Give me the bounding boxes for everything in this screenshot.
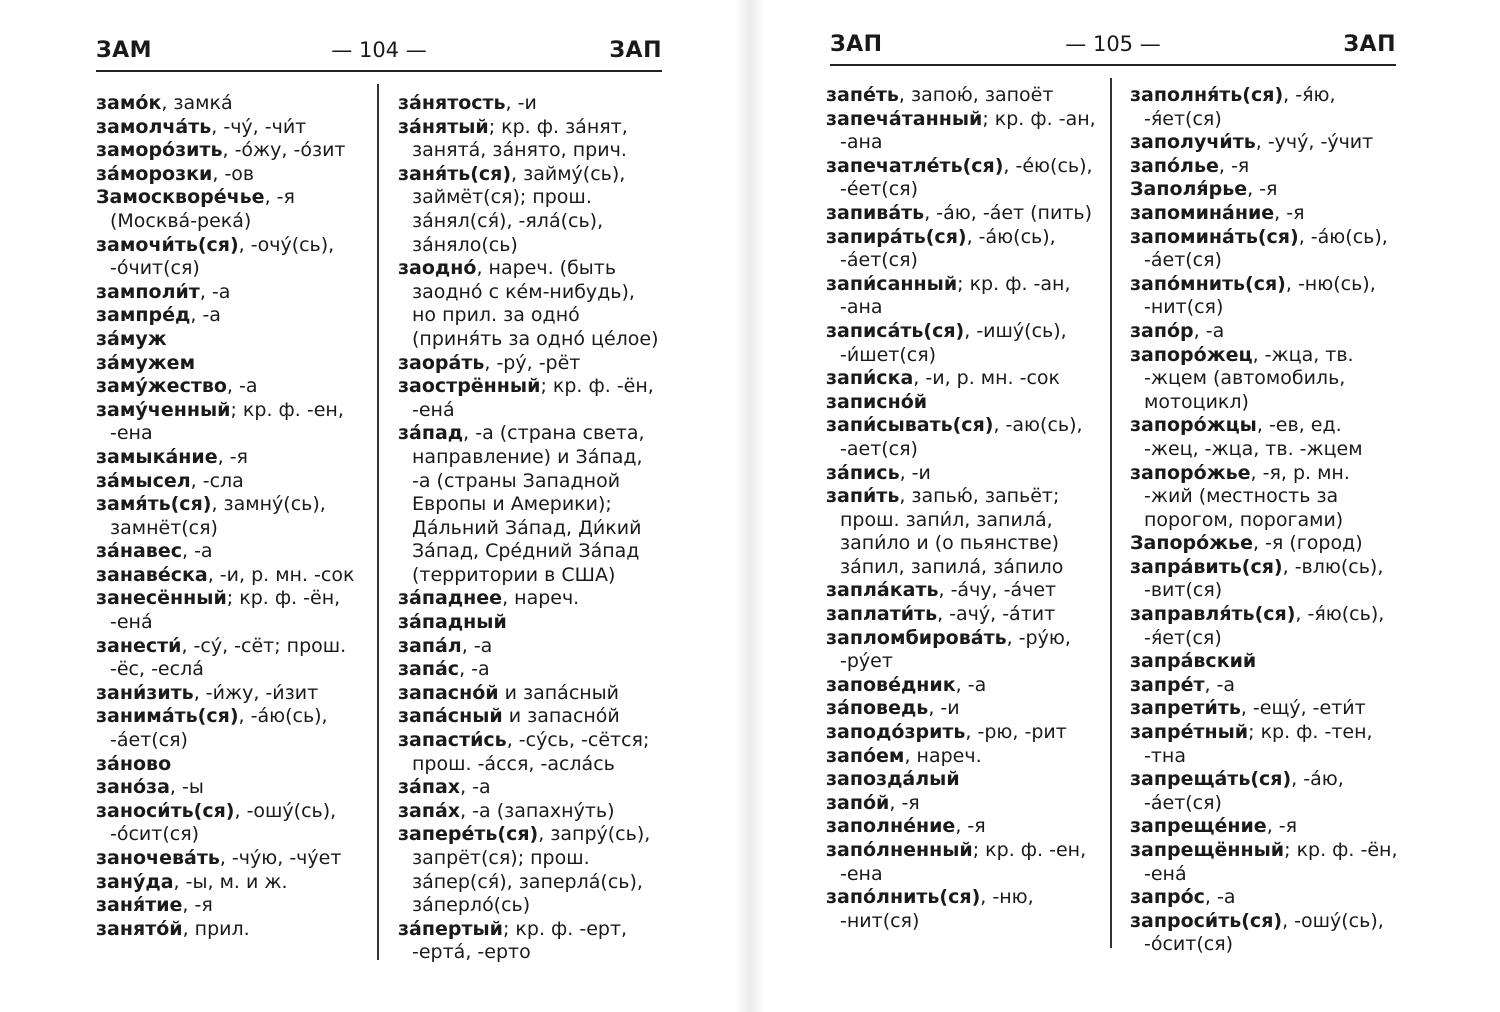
headword: запоро́жцы [1130, 414, 1257, 437]
entry-grammar: , -и [899, 461, 931, 484]
dictionary-entry [1130, 815, 1400, 839]
headword: зани́зить [96, 681, 194, 704]
entry-grammar: , -ру́, -рёт [484, 351, 581, 374]
headword: запозда́лый [826, 768, 960, 791]
entry-grammar: , прил. [182, 917, 250, 940]
entry-grammar: , -о́жу, -о́зит [222, 139, 346, 162]
entry-grammar: , -ошу́(сь), -о́сит(ся) [110, 799, 337, 846]
dictionary-entry [96, 304, 358, 328]
dictionary-entry [96, 446, 358, 470]
headword: зано́за [96, 776, 170, 799]
headword: запо́р [1130, 319, 1194, 342]
headword: запо́мнить(ся) [1130, 272, 1286, 295]
entry-grammar: , -а [190, 304, 221, 327]
headword: запоро́жье [1130, 461, 1251, 484]
headword: запрещённый [1130, 839, 1285, 861]
column-divider [377, 84, 379, 960]
dictionary-entry [826, 226, 1098, 273]
entry-column [1130, 84, 1400, 957]
entry-grammar: и запа́сный [498, 681, 620, 704]
headword: запове́дник [826, 673, 956, 696]
dictionary-entry [826, 84, 1098, 108]
entry-grammar: , -я [1266, 815, 1298, 838]
dictionary-entry [826, 815, 1098, 839]
headword: за́пись [826, 461, 900, 484]
dictionary-entry [398, 422, 664, 587]
entry-grammar: , замка́ [161, 92, 233, 114]
entry-grammar: , -чу́ю, -чу́ет [219, 847, 342, 869]
entry-grammar: , -я [1247, 178, 1278, 201]
headword: замочи́ть(ся) [96, 233, 239, 256]
dictionary-entry [1130, 532, 1400, 556]
entry-grammar: , нареч. [502, 587, 580, 610]
dictionary-entry [398, 352, 664, 376]
dictionary-entry [826, 886, 1098, 933]
headword: запи́санный [826, 272, 958, 295]
headword: заполня́ть(ся) [1130, 84, 1284, 106]
headword: заполучи́ть [1130, 131, 1256, 154]
entry-grammar: , -аю(сь), -ает(ся) [840, 414, 1083, 460]
headword: заподо́зрить [826, 721, 966, 744]
headword: запасти́сь [398, 729, 507, 752]
dictionary-entry [398, 918, 664, 965]
entry-grammar: , -а (запахну́ть) [460, 799, 615, 822]
headword: запа́л [398, 634, 462, 657]
entry-grammar: , -а [226, 375, 258, 398]
entry-grammar: , -а [1204, 886, 1236, 909]
headword: запасно́й [398, 681, 499, 704]
headword: замо́к [96, 92, 162, 114]
headword: запа́с [398, 658, 460, 681]
entry-grammar: , -а (страна света, направление) и За́пад, -а (страны Западной Европы и Америки); Да́льний За́пад, Ди́кий За́пад, Сре́дний За́пад (территории в США) [412, 422, 645, 586]
dictionary-entry [96, 540, 358, 564]
headword: за́мужем [96, 351, 196, 374]
headword: за́пах [398, 776, 461, 799]
entry-grammar: , -ню(сь), -нит(ся) [1144, 272, 1376, 319]
dictionary-entry [1130, 178, 1400, 202]
entry-grammar: , -я (Москва́-река́) [110, 186, 295, 232]
dictionary-entry [96, 139, 358, 163]
dictionary-entry [96, 918, 358, 942]
dictionary-entry [96, 186, 358, 233]
dictionary-entry [96, 682, 358, 706]
headword: замя́ть(ся) [96, 493, 212, 516]
header-rule [830, 64, 1396, 66]
dictionary-entry [398, 729, 664, 776]
dictionary-entry [96, 470, 358, 494]
dictionary-entry [826, 391, 1098, 415]
dictionary-entry [826, 603, 1098, 627]
dictionary-entry [826, 839, 1098, 886]
headword: запроси́ть(ся) [1130, 909, 1283, 932]
headword: заму́жество [96, 375, 227, 398]
headword: записно́й [826, 390, 928, 413]
dictionary-entry [398, 635, 664, 659]
headword: запеча́танный [826, 107, 983, 130]
headword: заплати́ть [826, 603, 938, 626]
entry-grammar: , -учу́, -у́чит [1255, 131, 1374, 154]
entry-grammar: , -ню, -нит(ся) [840, 886, 1034, 932]
dictionary-entry [826, 792, 1098, 816]
headword: за́муж [96, 327, 167, 350]
dictionary-entry [826, 579, 1098, 603]
headword: заправля́ть(ся) [1130, 603, 1296, 626]
dictionary-entry [826, 627, 1098, 674]
entry-grammar: , -а [459, 658, 490, 681]
entry-grammar: , -я, р. мн. -жий (местность за порогом, порогами) [1144, 461, 1350, 531]
headword: запреща́ть(ся) [1130, 768, 1292, 791]
dictionary-entry [96, 92, 358, 116]
header-right-guide-word: ЗАП [609, 38, 662, 63]
headword: за́нятость [398, 92, 506, 114]
dictionary-entry [1130, 697, 1400, 721]
entry-grammar: , -жца, тв. -жцем (автомобиль, мотоцикл) [1144, 343, 1354, 413]
dictionary-entry [1130, 226, 1400, 273]
entry-grammar: ; кр. ф. -ан, -ана [840, 107, 1096, 154]
dictionary-entry [96, 753, 358, 777]
dictionary-entry [1130, 910, 1400, 957]
dictionary-entry [398, 611, 664, 635]
headword: запива́ть [826, 201, 925, 224]
dictionary-entry [1130, 273, 1400, 320]
entry-grammar: , -ев, ед. -жец, -жца, тв. -жцем [1144, 414, 1363, 460]
entry-grammar: ; кр. ф. за́нят, занята́, за́нято, прич. [412, 115, 628, 162]
headword: запи́ть [826, 485, 900, 508]
entry-grammar: , -а [181, 540, 213, 563]
headword: запо́лнить(ся) [826, 886, 981, 909]
entry-grammar: , -а [955, 673, 987, 696]
entry-grammar: , -ещу́, -ети́т [1240, 697, 1366, 720]
right-page [760, 0, 1500, 1012]
entry-grammar: , -ов [212, 162, 255, 185]
header-left-guide-word: ЗАМ [96, 38, 153, 63]
dictionary-entry [398, 116, 664, 163]
entry-grammar: , -я (город) [1252, 532, 1363, 555]
entry-grammar: , -ы [169, 776, 204, 799]
dictionary-entry [1130, 462, 1400, 533]
headword: за́пертый [398, 917, 503, 940]
headword: за́мысел [96, 469, 191, 492]
entry-column [96, 92, 358, 941]
headword: запомина́ние [1130, 201, 1275, 224]
headword: запере́ть(ся) [398, 823, 539, 846]
headword: запра́вить(ся) [1130, 555, 1283, 578]
headword: за́падный [398, 611, 507, 634]
headword: запрети́ть [1130, 697, 1241, 720]
dictionary-entry [1130, 650, 1400, 674]
entry-grammar: , -а́ю, -а́ет(ся) [1144, 768, 1344, 814]
headword: зампре́д [96, 304, 191, 327]
dictionary-entry [96, 328, 358, 352]
headword: заночева́ть [96, 847, 220, 869]
entry-grammar: , -а́ю, -а́ет (пить) [924, 201, 1092, 224]
dictionary-entry [96, 493, 358, 540]
entry-grammar: , -а́ю(сь), -а́ет(ся) [110, 705, 328, 752]
dictionary-entry [398, 92, 664, 116]
entry-grammar: ; кр. ф. -ерт, -ерта́, -ерто [412, 917, 628, 964]
entry-grammar: , запру́(сь), запрёт(ся); прош. за́пер(ся́), заперла́(сь), за́перло́(сь) [412, 823, 651, 917]
dictionary-entry [826, 697, 1098, 721]
entry-grammar: , -е́ю(сь), -е́ет(ся) [840, 154, 1093, 201]
dictionary-entry [826, 414, 1098, 461]
entry-grammar: , -я [1274, 201, 1305, 224]
dictionary-entry [826, 202, 1098, 226]
entry-grammar: , -и [928, 697, 960, 720]
entry-grammar: , займу́(сь), займёт(ся); прош. за́нял(ся́), -яла́(сь), за́няло(сь) [412, 162, 626, 256]
entry-grammar: , запью́, запьёт; прош. запи́л, запила́, запи́ло и (о пьянстве) за́пил, запила́, за́пило [840, 485, 1064, 578]
dictionary-entry [96, 894, 358, 918]
dictionary-entry [1130, 768, 1400, 815]
entry-grammar: , -и́жу, -и́зит [193, 681, 319, 704]
dictionary-entry [826, 768, 1098, 792]
headword: запла́кать [826, 579, 939, 602]
headword: за́паднее [398, 587, 503, 610]
entry-grammar: , -а [460, 776, 491, 799]
dictionary-entry [398, 776, 664, 800]
headword: запоро́жец [1130, 343, 1253, 366]
dictionary-entry [1130, 414, 1400, 461]
dictionary-entry [1130, 556, 1400, 603]
dictionary-entry [826, 108, 1098, 155]
entry-grammar: , -очу́(сь), -о́чит(ся) [110, 233, 335, 280]
headword: за́морозки [96, 162, 213, 185]
headword: заноси́ть(ся) [96, 799, 235, 822]
entry-grammar: и запасно́й [502, 705, 620, 728]
entry-grammar: , -влю(сь), -вит(ся) [1144, 555, 1384, 602]
entry-grammar: , -и [505, 92, 537, 114]
dictionary-entry [96, 116, 358, 140]
entry-grammar: , -я [217, 445, 248, 468]
dictionary-entry [826, 745, 1098, 769]
dictionary-entry [96, 163, 358, 187]
headword: записа́ть(ся) [826, 319, 965, 342]
dictionary-entry [398, 705, 664, 729]
dictionary-entry [1130, 839, 1400, 886]
headword: за́пад [398, 422, 464, 445]
entry-grammar: , -а́ю(сь), -а́ет(ся) [840, 225, 1056, 272]
entry-grammar: , -су́сь, -сётся; прош. -а́сся, -асла́сь [412, 729, 650, 775]
headword: запечатле́ть(ся) [826, 154, 1004, 177]
entry-grammar: , -а [461, 634, 493, 657]
headword: занима́ть(ся) [96, 705, 239, 728]
entry-grammar: ; кр. ф. -тен, -тна [1144, 721, 1373, 767]
dictionary-entry [96, 635, 358, 682]
page-number: — 104 — [331, 38, 427, 62]
entry-grammar: , -рю, -рит [965, 721, 1067, 744]
headword: заодно́ [398, 257, 477, 280]
dictionary-entry [826, 462, 1098, 486]
entry-grammar: , -я́ю, -я́ет(ся) [1144, 84, 1336, 130]
dictionary-entry [96, 705, 358, 752]
entry-grammar: , -ошу́(сь), -о́сит(ся) [1144, 909, 1384, 956]
dictionary-entry [96, 564, 358, 588]
entry-column [826, 84, 1098, 933]
dictionary-entry [398, 682, 664, 706]
entry-grammar: , запою́, запоёт [898, 84, 1054, 106]
dictionary-entry [96, 375, 358, 399]
entry-grammar: , -я [182, 894, 213, 917]
dictionary-entry [826, 367, 1098, 391]
entry-grammar: , -и, р. мн. -сок [207, 563, 355, 586]
headword: занаве́ска [96, 563, 208, 586]
entry-grammar: , нареч. [904, 744, 982, 767]
dictionary-entry [1130, 886, 1400, 910]
dictionary-entry [96, 399, 358, 446]
dictionary-entry [398, 163, 664, 257]
dictionary-entry [1130, 674, 1400, 698]
entry-grammar: , -ачу́, -а́тит [937, 603, 1056, 626]
entry-grammar: , -ы, м. и ж. [173, 870, 288, 893]
dictionary-entry [1130, 603, 1400, 650]
headword: запа́х [398, 799, 461, 822]
dictionary-entry [398, 257, 664, 351]
entry-grammar: , -а [199, 280, 231, 303]
dictionary-entry [826, 273, 1098, 320]
dictionary-entry [398, 823, 664, 917]
entry-grammar: , -я́ю(сь), -я́ет(ся) [1144, 603, 1385, 649]
dictionary-entry [96, 234, 358, 281]
dictionary-entry [398, 375, 664, 422]
headword: Запоро́жье [1130, 532, 1253, 555]
entry-grammar: , -я [889, 791, 920, 814]
headword: за́ново [96, 752, 172, 775]
headword: запро́с [1130, 886, 1205, 909]
entry-grammar: , -а [1204, 673, 1236, 696]
dictionary-entry [826, 320, 1098, 367]
entry-grammar: ; кр. ф. -ен, -ена [110, 398, 344, 445]
headword: заострённый [398, 375, 541, 398]
headword: запа́сный [398, 705, 503, 728]
dictionary-entry [96, 847, 358, 871]
running-head [830, 28, 1396, 68]
dictionary-entry [398, 587, 664, 611]
headword: занесённый [96, 587, 227, 610]
page-number: — 105 — [1065, 32, 1161, 56]
dictionary-entry [826, 674, 1098, 698]
headword: Замоскворе́чье [96, 186, 265, 209]
dictionary-entry [1130, 84, 1400, 131]
headword: запо́лненный [826, 839, 973, 861]
entry-grammar: , -а́чу, -а́чет [938, 579, 1057, 602]
dictionary-entry [1130, 155, 1400, 179]
dictionary-entry [96, 776, 358, 800]
entry-grammar: ; кр. ф. -ан, -ана [840, 272, 1071, 319]
dictionary-entry [398, 800, 664, 824]
dictionary-entry [826, 155, 1098, 202]
entry-column [398, 92, 664, 965]
running-head [96, 34, 662, 74]
dictionary-entry [826, 485, 1098, 579]
headword: Заполя́рье [1130, 178, 1248, 201]
headword: запира́ть(ся) [826, 225, 967, 248]
headword: занято́й [96, 917, 183, 940]
dictionary-entry [96, 352, 358, 376]
headword: запомина́ть(ся) [1130, 225, 1299, 248]
dictionary-entry [1130, 202, 1400, 226]
headword: заора́ть [398, 351, 485, 374]
headword: запи́ска [826, 367, 914, 390]
headword: заморо́зить [96, 139, 223, 162]
headword: занести́ [96, 634, 182, 657]
headword: запломбирова́ть [826, 626, 1007, 649]
dictionary-entry [96, 587, 358, 634]
entry-grammar: , нареч. (быть заодно́ с ке́м-нибудь), но прил. за одно́ (приня́ть за одно́ це́лое) [412, 257, 659, 350]
column-divider [1110, 78, 1112, 948]
entry-grammar: , -сла [190, 469, 244, 492]
entry-grammar: , -я [1218, 154, 1250, 177]
headword: заня́тие [96, 894, 183, 917]
headword: запо́й [826, 791, 890, 814]
dictionary-entry [96, 800, 358, 847]
entry-grammar: ; кр. ф. -ен, -ена [840, 839, 1087, 885]
headword: зану́да [96, 870, 174, 893]
dictionary-entry [96, 871, 358, 895]
entry-grammar: , -су́, -сёт; прош. -ёс, -есла́ [110, 634, 347, 681]
header-rule [96, 70, 662, 72]
entry-grammar: , -а [1193, 319, 1225, 342]
entry-grammar: ; кр. ф. -ён, -ена́ [412, 375, 654, 421]
headword: запе́ть [826, 84, 899, 106]
header-left-guide-word: ЗАП [830, 32, 883, 57]
headword: запре́т [1130, 673, 1205, 696]
dictionary-entry [1130, 320, 1400, 344]
headword: заполне́ние [826, 815, 956, 838]
header-right-guide-word: ЗАП [1343, 32, 1396, 57]
entry-grammar: , -чу́, -чи́т [211, 115, 307, 138]
dictionary-entry [96, 281, 358, 305]
headword: заня́ть(ся) [398, 162, 512, 185]
dictionary-entry [1130, 344, 1400, 415]
headword: запо́ем [826, 744, 905, 767]
left-page [0, 0, 740, 1012]
headword: запре́тный [1130, 721, 1249, 744]
headword: за́поведь [826, 697, 929, 720]
headword: запра́вский [1130, 650, 1257, 673]
headword: запи́сывать(ся) [826, 414, 994, 437]
dictionary-entry [1130, 721, 1400, 768]
headword: за́нятый [398, 115, 489, 138]
headword: за́навес [96, 540, 182, 563]
entry-grammar: , -ру́ю, -ру́ет [840, 626, 1071, 673]
headword: замполи́т [96, 280, 200, 303]
headword: запо́лье [1130, 154, 1219, 177]
entry-grammar: , -и, р. мн. -сок [913, 367, 1061, 390]
dictionary-entry [826, 721, 1098, 745]
dictionary-entry [1130, 131, 1400, 155]
dictionary-entry [398, 658, 664, 682]
entry-grammar: ; кр. ф. -ён, -ена́ [1144, 839, 1398, 885]
headword: заму́ченный [96, 398, 231, 421]
entry-grammar: ; кр. ф. -ён, -ена́ [110, 587, 341, 634]
entry-grammar: , -я [955, 815, 986, 838]
headword: замыка́ние [96, 445, 218, 468]
entry-grammar: , -ишу́(сь), -и́шет(ся) [840, 319, 1067, 366]
headword: замолча́ть [96, 115, 212, 138]
entry-grammar: , замну́(сь), замнёт(ся) [110, 493, 326, 539]
headword: запреще́ние [1130, 815, 1267, 838]
entry-grammar: , -а́ю(сь), -а́ет(ся) [1144, 225, 1388, 272]
